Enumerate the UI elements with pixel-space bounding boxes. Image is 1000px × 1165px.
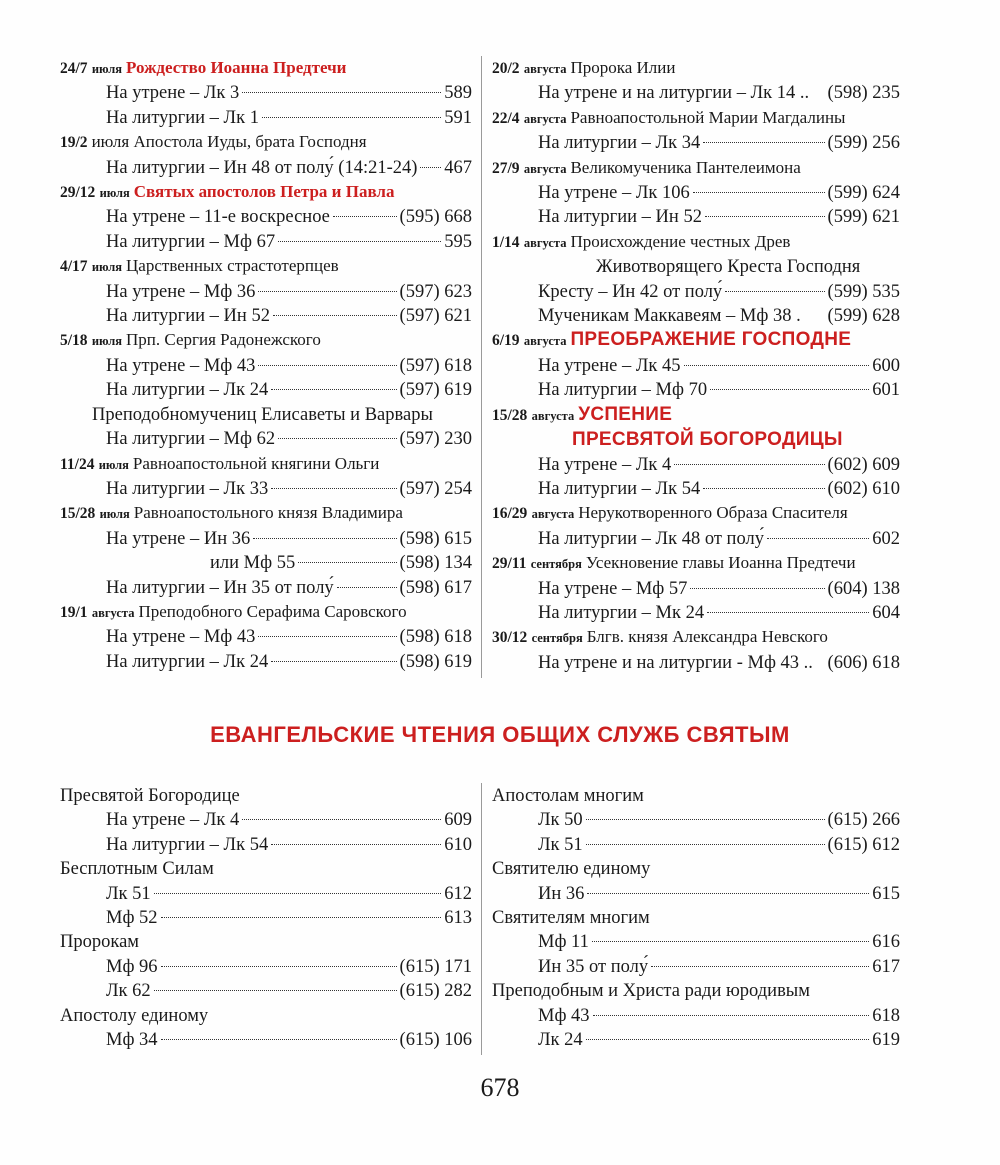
reading-line	[60, 477, 472, 501]
dot-leader	[258, 636, 396, 637]
reading-line	[492, 453, 900, 477]
reading-line	[60, 230, 472, 254]
feast-heading	[60, 600, 472, 625]
feast-date: 29/11	[492, 555, 527, 573]
reading-text: Лк 24	[538, 1030, 583, 1051]
reading-line	[492, 477, 900, 501]
reading-line	[492, 81, 900, 105]
reading-text: На литургии – Лк 24	[106, 651, 269, 672]
dot-leader	[674, 464, 824, 465]
reading-line	[60, 955, 472, 979]
reading-line	[60, 304, 472, 328]
reading-text: На утрене – Лк 3	[106, 83, 240, 104]
page-reference: (595) 668	[399, 207, 472, 228]
reading-line	[60, 650, 472, 674]
dot-leader	[242, 92, 441, 93]
reading-line	[492, 354, 900, 378]
feast-date: 19/2	[60, 134, 88, 152]
dot-leader	[693, 192, 825, 193]
feast-title-continued	[492, 255, 900, 279]
reading-text: На литургии – Лк 54	[538, 478, 701, 499]
reading-line	[492, 131, 900, 155]
reading-text: На литургии – Мф 70	[538, 380, 708, 401]
feast-date: 5/18	[60, 332, 88, 350]
feast-month: августа	[523, 235, 567, 250]
page-reference: (599) 624	[827, 183, 900, 204]
page-reference: (597) 623	[399, 281, 472, 302]
reading-text: На литургии – Ин 48 от полу́ (14:21-24)	[106, 157, 418, 178]
reading-text: На литургии – Лк 1	[106, 107, 259, 128]
feast-heading	[492, 156, 900, 181]
reading-line	[60, 625, 472, 649]
feast-title: Рождество Иоанна Предтечи	[126, 58, 347, 77]
feast-title: Усекновение главы Иоанна Предтечи	[585, 553, 856, 573]
feast-title: Великомученика Пантелеимона	[570, 157, 801, 177]
page-number: 678	[480, 1073, 520, 1102]
reading-line	[492, 577, 900, 601]
feast-title: ПРЕСВЯТОЙ БОГОРОДИЦЫ	[572, 429, 843, 451]
feast-title: ПРЕОБРАЖЕНИЕ ГОСПОДНЕ	[570, 329, 852, 351]
feast-month: июля	[91, 334, 123, 349]
feast-month: августа	[523, 161, 567, 176]
feast-heading	[60, 501, 472, 526]
feast-title: Происхождение честных Древ	[570, 231, 791, 251]
reading-line	[492, 651, 900, 675]
page-reference: (615) 612	[827, 834, 900, 855]
page-reference: (598) 235	[827, 83, 900, 104]
feast-title: Преподобномучениц Елисаветы и Варвары	[92, 404, 433, 425]
feast-subheading	[60, 403, 472, 427]
dot-leader	[587, 893, 869, 894]
reading-line	[492, 527, 900, 551]
feast-month: августа	[523, 334, 567, 349]
dot-leader	[586, 844, 825, 845]
reading-line	[492, 280, 900, 304]
page-reference: (598) 134	[399, 553, 472, 574]
feast-heading	[492, 625, 900, 650]
reading-line	[492, 833, 900, 857]
page-reference: (606) 618	[827, 652, 900, 673]
feast-title: Животворящего Креста Господня	[596, 257, 861, 278]
reading-text: На утрене – Ин 36	[106, 528, 251, 549]
feast-month: августа	[523, 62, 567, 76]
reading-line	[60, 527, 472, 551]
feast-heading	[60, 56, 472, 81]
dot-leader	[593, 1015, 870, 1016]
reading-text: На утрене – Мф 43	[106, 627, 256, 648]
reading-line	[60, 354, 472, 378]
dot-leader	[586, 1039, 870, 1040]
reading-line	[60, 205, 472, 229]
reading-line	[492, 601, 900, 625]
reading-line	[60, 280, 472, 304]
feast-month: июля	[98, 457, 129, 472]
reading-text: На утрене – Мф 43	[106, 355, 256, 376]
page-reference: (602) 610	[827, 478, 900, 499]
feast-title: Святых апостолов Петра и Павла	[133, 182, 395, 202]
feast-title: Равноапостольной княгини Ольги	[132, 453, 380, 473]
feast-date: 24/7	[60, 60, 88, 77]
dot-leader	[258, 365, 396, 366]
reading-text: или Мф 55	[210, 553, 296, 574]
feast-title: Царственных страстотерпцев	[126, 256, 339, 276]
feast-title: июля Апостола Иуды, брата Господня	[91, 132, 367, 152]
reading-line	[492, 181, 900, 205]
calendar-column-left	[60, 56, 472, 674]
reading-line	[60, 808, 472, 832]
feast-heading	[492, 551, 900, 576]
reading-text: На литургии – Лк 33	[106, 478, 269, 499]
page-reference: 591	[444, 107, 472, 128]
common-services-column-right	[492, 784, 900, 1052]
feast-date: 16/29	[492, 505, 528, 523]
reading-line	[60, 1028, 472, 1052]
reading-line	[60, 576, 472, 600]
common-services-column-left	[60, 784, 472, 1052]
page-reference: 615	[872, 883, 900, 904]
reading-text: На литургии – Лк 48 от полу́	[538, 528, 764, 549]
page-reference: 604	[872, 602, 900, 623]
reading-line	[60, 106, 472, 130]
reading-text: Мф 52	[106, 908, 158, 929]
service-category: Святителям многим	[492, 908, 650, 929]
feast-date: 22/4	[492, 109, 520, 127]
reading-text: Лк 62	[106, 981, 151, 1002]
dot-leader	[684, 365, 870, 366]
reading-text: На литургии – Ин 52	[106, 306, 270, 327]
feast-title: Пророка Илии	[570, 58, 676, 77]
reading-line	[60, 979, 472, 1003]
dot-leader	[154, 990, 397, 991]
dot-leader	[337, 587, 397, 588]
feast-title: Нерукотворенного Образа Спасителя	[578, 503, 848, 523]
reading-line	[492, 955, 900, 979]
reading-line	[492, 205, 900, 229]
dot-leader	[262, 117, 441, 118]
reading-text: На литургии – Мф 62	[106, 429, 276, 450]
page-reference: (599) 256	[827, 133, 900, 154]
feast-date: 20/2	[492, 60, 520, 77]
reading-line	[60, 551, 472, 575]
feast-heading	[492, 328, 900, 353]
reading-text: На литургии – Мф 67	[106, 231, 276, 252]
dot-leader	[586, 819, 825, 820]
feast-month: июля	[99, 507, 130, 522]
dot-leader	[242, 819, 441, 820]
service-category: Пресвятой Богородице	[60, 786, 240, 806]
reading-text: На утрене и на литургии – Лк 14 ..	[538, 83, 810, 104]
reading-text: На утрене – 11-е воскресное	[106, 207, 330, 228]
dot-leader	[592, 941, 869, 942]
column-divider-bottom	[481, 783, 482, 1055]
section-title: ЕВАНГЕЛЬСКИЕ ЧТЕНИЯ ОБЩИХ СЛУЖБ СВЯТЫМ	[210, 722, 790, 747]
reading-text: Мф 34	[106, 1030, 158, 1051]
service-category: Преподобным и Христа ради юродивым	[492, 981, 810, 1002]
reading-text: Мф 11	[538, 932, 589, 953]
page-reference: 600	[872, 355, 900, 376]
dot-leader	[271, 661, 396, 662]
feast-title: Прп. Сергия Радонежского	[126, 330, 321, 350]
feast-date: 4/17	[60, 258, 88, 276]
feast-heading	[492, 501, 900, 526]
feast-date: 27/9	[492, 159, 520, 177]
feast-heading	[60, 254, 472, 279]
feast-title: УСПЕНИЕ	[578, 403, 673, 425]
reading-text: На утрене – Лк 106	[538, 183, 690, 204]
reading-text: Мф 96	[106, 956, 158, 977]
dot-leader	[725, 291, 824, 292]
reading-line	[60, 906, 472, 930]
service-category: Святителю единому	[492, 859, 651, 880]
page-reference: (599) 628	[827, 306, 900, 327]
feast-month: августа	[523, 111, 567, 126]
page-reference: 589	[444, 83, 472, 104]
feast-heading	[60, 130, 472, 155]
feast-month: июля	[91, 260, 123, 275]
feast-month: июля	[99, 186, 130, 201]
reading-text: Мученикам Маккавеям – Мф 38 .	[538, 306, 801, 327]
feast-month: сентября	[530, 557, 582, 572]
feast-heading	[60, 328, 472, 353]
reading-text: На утрене – Лк 4	[106, 810, 240, 831]
dot-leader	[703, 142, 824, 143]
reading-text: На литургии – Лк 54	[106, 834, 269, 855]
dot-leader	[271, 844, 441, 845]
page-reference: 602	[872, 528, 900, 549]
page-reference: 609	[444, 810, 472, 831]
feast-date: 15/28	[60, 505, 96, 523]
dot-leader	[707, 612, 869, 613]
page-reference: (599) 535	[827, 281, 900, 302]
reading-text: На утрене – Лк 4	[538, 454, 672, 475]
page-reference: (598) 619	[399, 651, 472, 672]
reading-line	[60, 833, 472, 857]
dot-leader	[710, 389, 869, 390]
service-category: Апостолу единому	[60, 1005, 209, 1026]
dot-leader	[333, 216, 397, 217]
dot-leader	[271, 389, 396, 390]
reading-line	[60, 156, 472, 180]
dot-leader	[690, 588, 824, 589]
feast-heading	[492, 403, 900, 428]
page-reference: (598) 615	[399, 528, 472, 549]
dot-leader	[258, 291, 396, 292]
feast-title: Равноапостольной Марии Магдалины	[570, 107, 846, 127]
page-reference: (597) 254	[399, 478, 472, 499]
reading-text: На литургии – Мк 24	[538, 602, 705, 623]
feast-date: 19/1	[60, 603, 88, 621]
page-reference: 595	[444, 231, 472, 252]
reading-text: На литургии – Ин 35 от полу́	[106, 577, 334, 598]
feast-month: сентября	[531, 631, 583, 646]
reading-line	[60, 427, 472, 451]
reading-text: На утрене – Мф 36	[106, 281, 256, 302]
feast-title: Блгв. князя Александра Невского	[586, 627, 828, 647]
page-reference: 617	[872, 956, 900, 977]
reading-text: На утрене – Мф 57	[538, 578, 688, 599]
reading-text: Лк 51	[106, 883, 151, 904]
dot-leader	[154, 893, 442, 894]
reading-text: Лк 51	[538, 834, 583, 855]
page-reference: (597) 621	[399, 306, 472, 327]
feast-heading	[492, 106, 900, 131]
reading-text: Ин 35 от полу́	[538, 956, 649, 977]
page-reference: (599) 621	[827, 207, 900, 228]
service-category: Пророкам	[60, 932, 139, 953]
page-reference: (597) 230	[399, 429, 472, 450]
reading-text: Кресту – Ин 42 от полу́	[538, 281, 723, 302]
dot-leader	[161, 966, 397, 967]
reading-line	[60, 882, 472, 906]
feast-date: 11/24	[60, 455, 95, 473]
dot-leader	[253, 538, 396, 539]
page-reference: (598) 617	[399, 577, 472, 598]
reading-line	[492, 930, 900, 954]
feast-heading	[492, 230, 900, 255]
service-category: Апостолам многим	[492, 786, 644, 806]
reading-text: Ин 36	[538, 883, 585, 904]
dot-leader	[278, 241, 441, 242]
reading-text: На утрене и на литургии - Мф 43 ..	[538, 652, 813, 673]
feast-date: 29/12	[60, 184, 96, 202]
dot-leader	[703, 488, 824, 489]
page-reference: (615) 106	[399, 1030, 472, 1051]
reading-line	[492, 1004, 900, 1028]
dot-leader	[161, 1039, 397, 1040]
feast-month: августа	[531, 507, 575, 522]
reading-text: Мф 43	[538, 1005, 590, 1026]
page-reference: 612	[444, 883, 472, 904]
feast-month: июля	[91, 62, 123, 76]
page-reference: 467	[444, 157, 472, 178]
calendar-column-right	[492, 56, 900, 675]
dot-leader	[273, 315, 397, 316]
feast-heading	[60, 452, 472, 477]
column-divider-top	[481, 56, 482, 678]
dot-leader	[298, 562, 396, 563]
page-reference: (598) 618	[399, 627, 472, 648]
feast-date: 6/19	[492, 332, 520, 350]
dot-leader	[767, 538, 869, 539]
page-reference: (615) 282	[399, 981, 472, 1002]
reading-text: На литургии – Ин 52	[538, 207, 702, 228]
page-reference: (604) 138	[827, 578, 900, 599]
dot-leader	[161, 917, 442, 918]
feast-title: Равноапостольного князя Владимира	[133, 503, 403, 523]
page-reference: 616	[872, 932, 900, 953]
reading-line	[492, 1028, 900, 1052]
page-reference: (597) 619	[399, 380, 472, 401]
reading-line	[492, 304, 900, 328]
dot-leader	[271, 488, 396, 489]
reading-line	[492, 882, 900, 906]
dot-leader	[705, 216, 825, 217]
feast-title: Преподобного Серафима Саровского	[138, 601, 407, 621]
feast-heading	[60, 180, 472, 205]
reading-text: На литургии – Лк 34	[538, 133, 701, 154]
dot-leader	[420, 167, 441, 168]
reading-text: На утрене – Лк 45	[538, 355, 681, 376]
page-reference: 613	[444, 908, 472, 929]
reading-text: На литургии – Лк 24	[106, 380, 269, 401]
page-reference: 601	[872, 380, 900, 401]
feast-date: 30/12	[492, 629, 528, 647]
dot-leader	[278, 438, 396, 439]
page-reference: (615) 171	[399, 956, 472, 977]
page-reference: (597) 618	[399, 355, 472, 376]
reading-text: Лк 50	[538, 810, 583, 831]
dot-leader	[651, 966, 869, 967]
page-reference: (615) 266	[827, 810, 900, 831]
page-reference: 619	[872, 1030, 900, 1051]
page-reference: 610	[444, 834, 472, 855]
feast-heading	[492, 56, 900, 81]
feast-date: 15/28	[492, 406, 528, 424]
feast-date: 1/14	[492, 233, 520, 251]
reading-line	[492, 378, 900, 402]
page-reference: 618	[872, 1005, 900, 1026]
feast-month: августа	[531, 408, 575, 423]
reading-line	[492, 808, 900, 832]
page-reference: (602) 609	[827, 454, 900, 475]
feast-title-continued	[492, 428, 900, 452]
reading-line	[60, 378, 472, 402]
reading-line	[60, 81, 472, 105]
feast-month: августа	[91, 605, 135, 620]
service-category: Бесплотным Силам	[60, 859, 214, 880]
